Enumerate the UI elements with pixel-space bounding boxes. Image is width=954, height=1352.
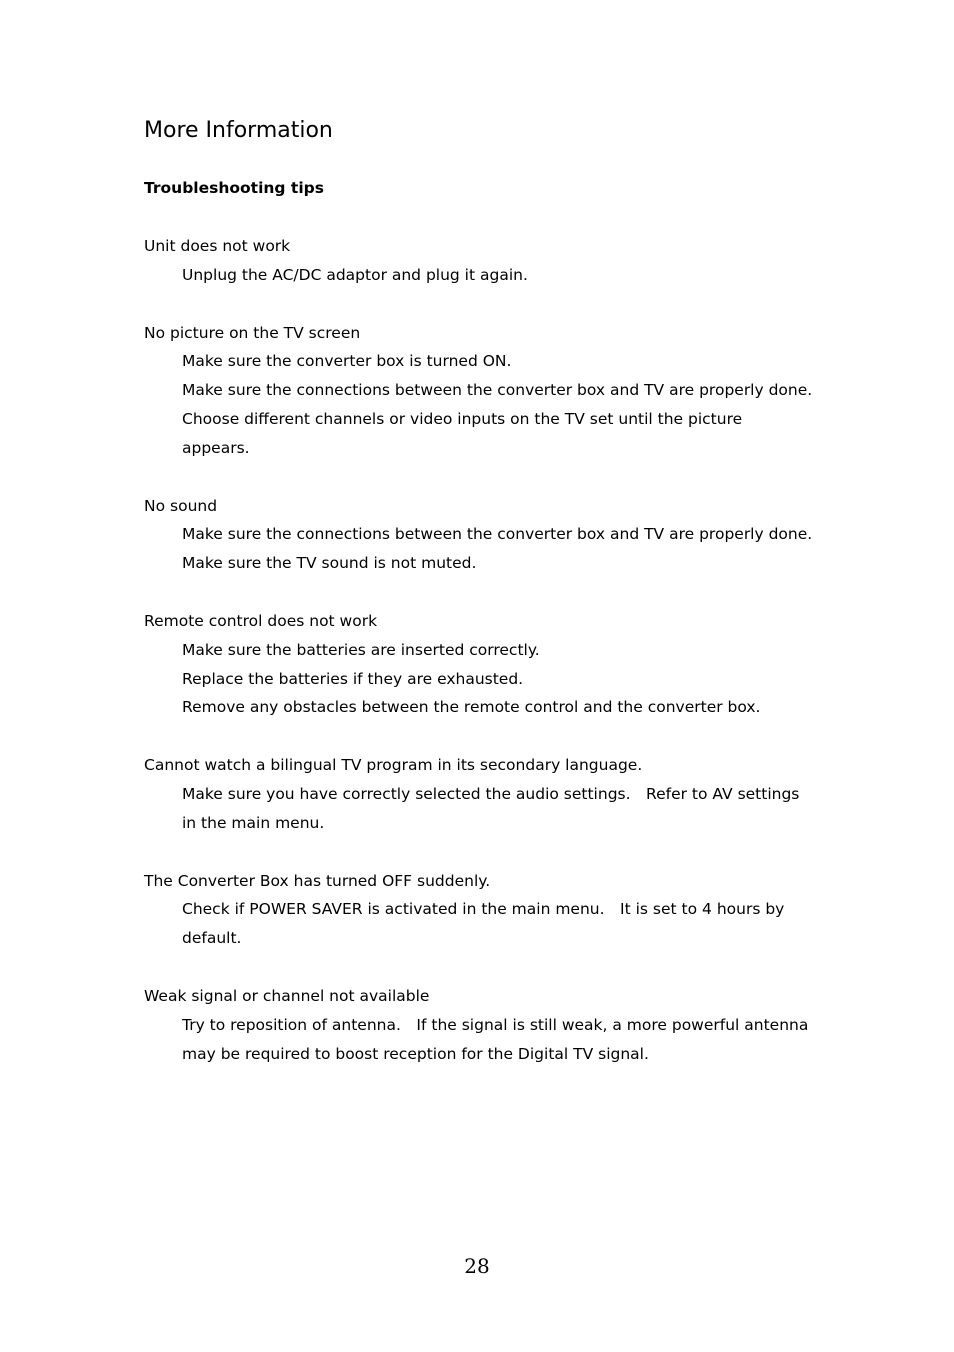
troubleshooting-item: [144, 867, 824, 953]
troubleshooting-item: [144, 319, 824, 463]
troubleshooting-item: [144, 492, 824, 578]
troubleshooting-item: [144, 232, 824, 290]
page-number: 28: [464, 1254, 490, 1278]
troubleshooting-item: [144, 607, 824, 722]
problem-heading: Cannot watch a bilingual TV program in its secondary language.: [144, 756, 643, 775]
solution-text: Make sure you have correctly selected the audio settings. Refer to AV settings in the main menu.: [182, 784, 800, 832]
solution-text: Make sure the connections between the converter box and TV are properly done.: [182, 525, 813, 544]
solution-text: Remove any obstacles between the remote control and the converter box.: [182, 698, 761, 717]
troubleshooting-item: [144, 751, 824, 837]
solution-text: Try to reposition of antenna. If the signal is still weak, a more powerful antenna may be required to boost reception for the Digital TV signal.: [182, 1015, 809, 1063]
problem-heading: No picture on the TV screen: [144, 323, 361, 342]
solution-text: Check if POWER SAVER is activated in the main menu. It is set to 4 hours by default.: [182, 900, 785, 948]
problem-heading: Weak signal or channel not available: [144, 986, 430, 1005]
solution-text: Make sure the TV sound is not muted.: [182, 554, 477, 573]
solution-text: Make sure the batteries are inserted correctly.: [182, 640, 540, 659]
problem-heading: Remote control does not work: [144, 611, 378, 630]
troubleshooting-list: [144, 232, 824, 1097]
solution-text: Make sure the connections between the converter box and TV are properly done.: [182, 381, 813, 400]
problem-heading: No sound: [144, 496, 218, 515]
problem-heading: The Converter Box has turned OFF suddenly.: [144, 871, 491, 890]
page-title: More Information: [144, 118, 333, 143]
troubleshooting-item: [144, 982, 824, 1068]
section-title: Troubleshooting tips: [144, 179, 324, 197]
solution-text: Unplug the AC/DC adaptor and plug it again.: [182, 265, 528, 284]
solution-text: Make sure the converter box is turned ON.: [182, 352, 512, 371]
problem-heading: Unit does not work: [144, 237, 291, 255]
solution-text: Replace the batteries if they are exhausted.: [182, 669, 524, 688]
solution-text: Choose different channels or video inputs on the TV set until the picture appears.: [182, 409, 743, 457]
